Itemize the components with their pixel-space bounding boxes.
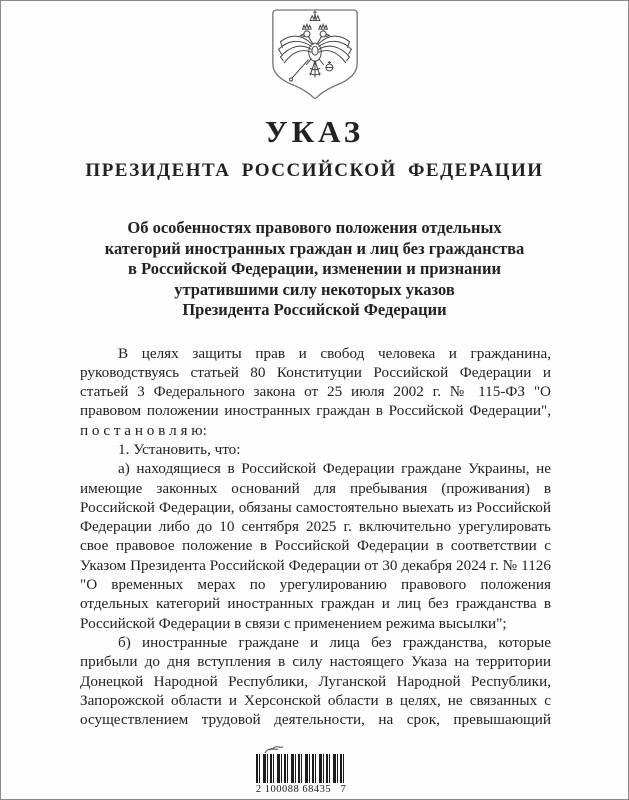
item-a-paragraph: а) находящиеся в Российской Федерации граждане Украины, не имеющие законных оснований для пребывания (проживания) в Российской Федерации, обязаны самостоятельно выехать из Российской Федерации либо до 10 сентября 2025 г. включительно урегулировать свое правовое положение в Российской Федерации в соответствии с Указом Президента Российской Федерации от 30 декабря 2024 г. № 1126 "О временных мерах по урегулированию правового положения отдельных категорий иностранных граждан и лиц без гражданства в Российской Федерации в связи с применением режима высылки"; (80, 460, 551, 632)
barcode-number: 2 100088 68435 7 (255, 784, 347, 795)
document-type-heading: УКАЗ (264, 114, 365, 149)
item-1-paragraph: 1. Установить, что: (118, 440, 241, 458)
decree-title-line: категорий иностранных граждан и лиц без гражданства (104, 238, 525, 258)
preamble-paragraph (80, 344, 551, 440)
barcode-bars (256, 754, 346, 783)
decree-title-line: утратившими силу некоторых указов (174, 279, 455, 299)
decree-title-line: в Российской Федерации, изменении и признании (128, 259, 501, 278)
decree-title-line: Президента Российской Федерации (182, 300, 447, 319)
item-b-paragraph: б) иностранные граждане и лица без гражданства, которые прибыли до дня вступления в силу настоящего Указа на территории Донецкой Народной Республики, Луганской Народной Республики, Запорожской области и Херсонской области в целях, не связанных с осуществлением трудовой деятельности, на срок, превышающий (80, 633, 551, 729)
russia-coat-of-arms-icon (1, 1, 628, 105)
decree-word: п о с т а н о в л я ю: (80, 421, 207, 439)
decree-title-line: Об особенностях правового положения отдельных (127, 218, 502, 237)
barcode (249, 745, 353, 795)
decree-title (1, 218, 628, 321)
issuer-heading: ПРЕЗИДЕНТА РОССИЙСКОЙ ФЕДЕРАЦИИ (85, 160, 544, 181)
preamble-text: В целях защиты прав и свобод человека и гражданина, руководствуясь статьей 80 Конституции Российской Федерации и статьей 3 Федерального закона от 25 июля 2002 г. № 115-ФЗ "О правовом положении иностранных граждан в Российской Федерации", (80, 344, 551, 420)
ink-smudge-mark (263, 745, 285, 754)
decree-body (80, 344, 551, 730)
